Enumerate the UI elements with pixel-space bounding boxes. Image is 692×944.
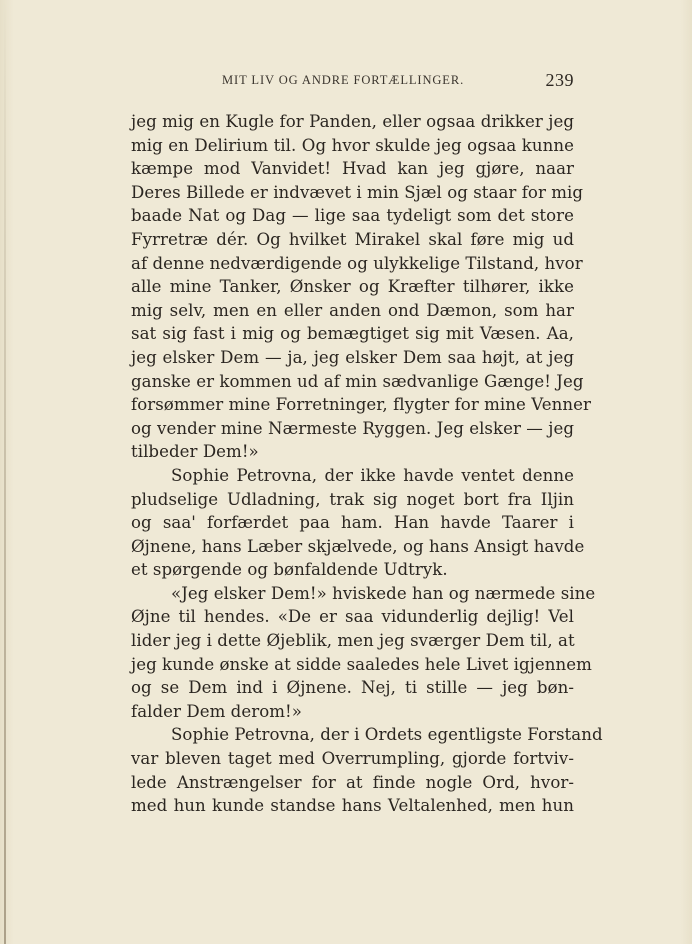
text-line: lede Anstrængelser for at finde nogle Ord, hvor- (131, 772, 574, 792)
text-line: Øjnene, hans Læber skjælvede, og hans Ansigt havde (131, 536, 585, 556)
text-line: forsømmer mine Forretninger, flygter for mine Venner (131, 395, 591, 415)
text-line: lider jeg i dette Øjeblik, men jeg sværger Dem til, at (131, 631, 575, 651)
text-line: af denne nedværdigende og ulykkelige Tilstand, hvor (131, 253, 583, 273)
text-line: Sophie Petrovna, der ikke havde ventet denne (171, 465, 574, 485)
text-line: tilbeder Dem!» (131, 442, 259, 462)
text-line: Sophie Petrovna, der i Ordets egentligste Forstand (171, 725, 603, 745)
body-text (131, 110, 603, 818)
text-line: og se Dem ind i Øjnene. Nej, ti stille — jeg bøn- (131, 678, 574, 698)
text-line: var bleven taget med Overrumpling, gjorde fortviv- (131, 749, 574, 769)
text-line: ganske er kommen ud af min sædvanlige Gænge! Jeg (131, 371, 584, 391)
text-line: jeg kunde ønske at sidde saaledes hele Livet igjennem (131, 654, 592, 674)
text-line: Deres Billede er indvævet i min Sjæl og staar for mig (131, 182, 584, 202)
text-line: mig selv, men en eller anden ond Dæmon, som har (131, 300, 574, 320)
text-line: alle mine Tanker, Ønsker og Kræfter tilhører, ikke (131, 277, 574, 297)
text-line: jeg elsker Dem — ja, jeg elsker Dem saa højt, at jeg (131, 347, 574, 367)
page-header (131, 72, 574, 92)
text-line: mig en Delirium til. Og hvor skulde jeg ogsaa kunne (131, 135, 574, 155)
text-line: falder Dem derom!» (131, 701, 302, 721)
page-number: 239 (545, 70, 574, 90)
text-line: jeg mig en Kugle for Panden, eller ogsaa drikker jeg (131, 112, 574, 131)
text-line: Øjne til hendes. «De er saa vidunderlig dejlig! Vel (131, 607, 574, 627)
page-spine-edge (4, 0, 6, 944)
running-title: MIT LIV OG ANDRE FORTÆLLINGER. (222, 73, 465, 87)
text-line: «Jeg elsker Dem!» hviskede han og nærmede sine (171, 583, 596, 603)
text-line: med hun kunde standse hans Veltalenhed, men hun (131, 796, 574, 816)
text-line: sat sig fast i mig og bemægtiget sig mit Væsen. Aa, (131, 324, 574, 344)
text-line: kæmpe mod Vanvidet! Hvad kan jeg gjøre, naar (131, 159, 574, 179)
text-line: baade Nat og Dag — lige saa tydeligt som det store (131, 206, 574, 226)
text-line: Fyrretræ dér. Og hvilket Mirakel skal føre mig ud (131, 229, 574, 249)
text-line: et spørgende og bønfaldende Udtryk. (131, 560, 448, 580)
text-line: pludselige Udladning, trak sig noget bort fra Iljin (131, 489, 574, 509)
text-line: og saa' forfærdet paa ham. Han havde Taarer i (131, 513, 574, 533)
text-line: og vender mine Nærmeste Ryggen. Jeg elsker — jeg (131, 418, 574, 438)
